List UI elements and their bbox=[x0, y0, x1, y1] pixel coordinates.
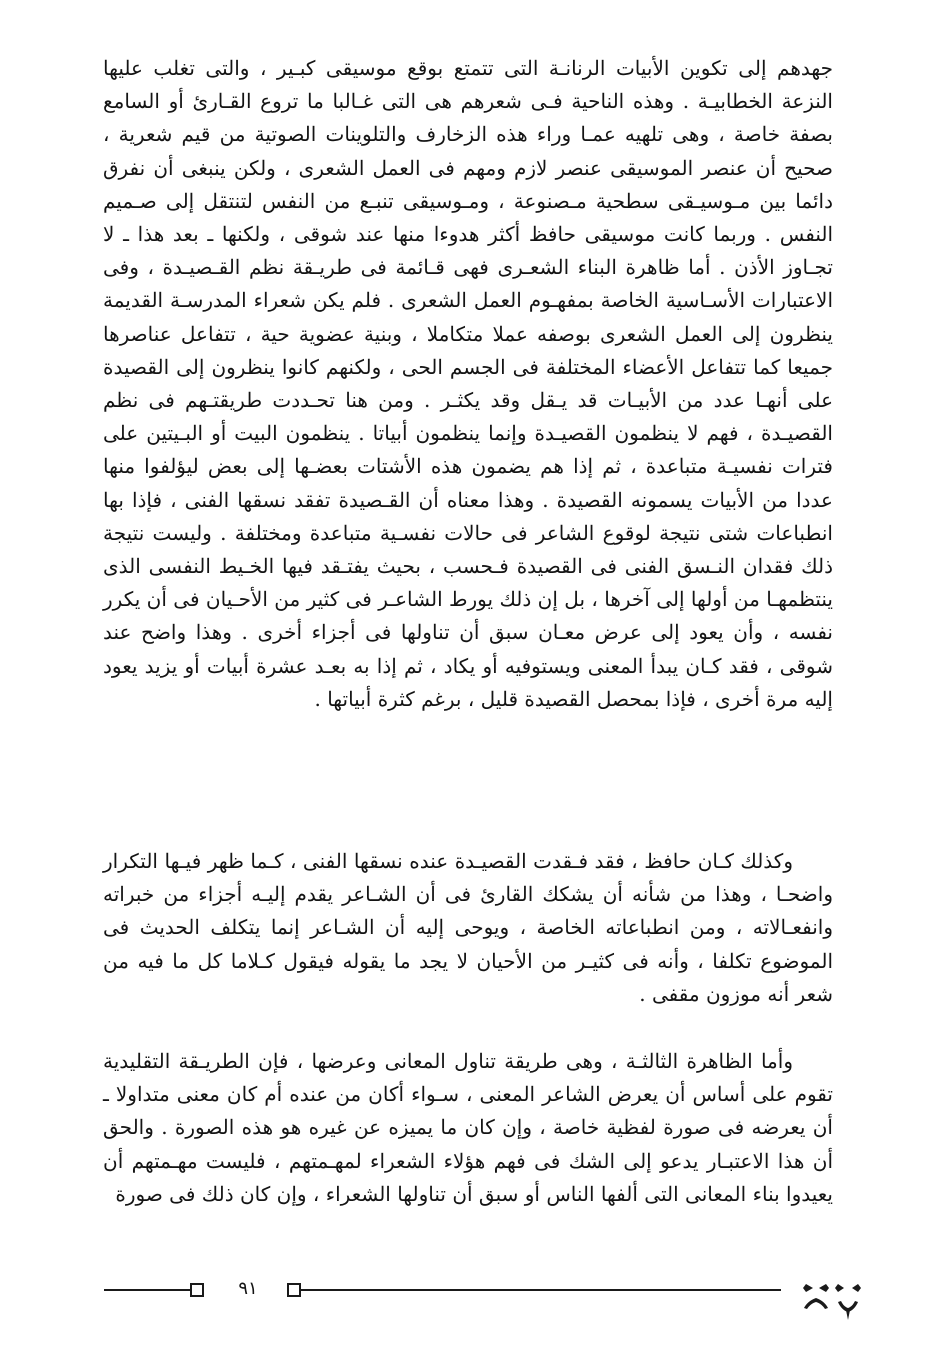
footer-rule-left bbox=[104, 1289, 190, 1291]
body-paragraph-1: جهدهم إلى تكوين الأبيات الرنانـة التى تتمتع بوقع موسيقى كبـير ، والتى تغلب عليها النزعة الخطابيـة . وهذه الناحية فـى شعرهم هى التى غـالبا ما تروع القـارئ أو السامع بصفة خاصة ، وهى تلهيه عمـا وراء هذه الزخارف والتلوينات الصوتية من قيم شعرية ، صحيح أن عنصر الموسيقى عنصر لازم ومهم فى العمل الشعرى ، ولكن ينبغى أن نفرق دائما بين مـوسيـقى سطحية مـصنوعة ، ومـوسيقى تنبـع من النفس لتنتقل إلى صـميم النفس . وربما كانت موسيقى حافظ أكثر هدوءا منها عند شوقى ، ولكنها ـ بعد هذا ـ لا تجـاوز الأذن . أما ظاهرة البناء الشعـرى فهى قـائمة فى طريـقة نظم القـصيـدة ، وفى الاعتبارات الأسـاسية الخاصة بمفهـوم العمل الشعرى . فلم يكن شعراء المدرسـة القديمة ينظرون إلى العمل الشعرى بوصفه عملا متكاملا ، وبنية عضوية حية ، تتفاعل عناصرها جميعا كما تتفاعل الأعضاء المختلفة فى الجسم الحى ، ولكنهم كانوا ينظرون إلى القصيدة على أنهـا عدد من الأبيـات قد يـقل وقد يكثـر . ومن هنا تحـددت طريقتـهم فى نظم القصيـدة ، فهم لا ينظمون القصيـدة وإنما ينظمون أبياتا . ينظمون البيت أو البـيتين على فترات نفسيـة متباعدة ، ثم إذا هم يضمون هذه الأشتات بعضـها إلى بعض ليؤلفوا منها عددا من الأبيات يسمونه القصيدة . وهذا معناه أن القـصيدة تفقد نسقها الفنى ، فإذا بها انطباعات شتى نتيجة لوقوع الشاعر فى حالات نفسـية متباعدة ومختلفة . وليست نتيجة ذلك فقدان النـسق الفنى فى القصيدة فـحسب ، بحيث يفتـقد فيها الخـيط النفسى الذى ينتظمهـا من أولها إلى آخرها ، بل إن ذلك يورط الشاعـر فى كثير من الأحـيان فى أن يكرر نفسه ، وأن يعود إلى عرض معـان سبق أن تناولها فى أجزاء أخرى . وهذا واضح عند شوقى ، فقد كـان يبدأ المعنى ويستوفيه أو يكاد ، ثم إذا به بعـد عشرة أبيات أو يزيد يعود إليه مرة أخرى ، فإذا بمحصل القصيدة قليل ، برغم كثرة أبياتها . bbox=[103, 56, 834, 711]
footer-square-right bbox=[287, 1283, 301, 1297]
page-number: ٩١ bbox=[238, 1278, 258, 1299]
decorative-ornament-icon bbox=[792, 1272, 872, 1324]
page-footer bbox=[0, 1270, 925, 1330]
body-paragraph-2: وكذلك كـان حافظ ، فقد فـقدت القصيـدة عنده نسقها الفنى ، كـما ظهر فيـها التكرار واضحـا ، وهذا من شأنه أن يشكك القارئ فى أن الشـاعر يقدم إليـه أجزاء من خبراته وانفعـالاته ، ومن انطباعاته الخاصة ، ويوحى إليه أن الشـاعر إنما يتكلف الحديث فى الموضوع تكلفا ، وأنه فى كثيـر من الأحيان لا يجد ما يقوله فيقول كـلاما كل ما فيه من شعر أنه موزون مقفى . bbox=[103, 849, 833, 1006]
body-paragraph-3: وأما الظاهرة الثالثـة ، وهى طريقة تناول المعانى وعرضها ، فإن الطريـقة التقليدية تقوم على أساس أن يعرض الشاعر المعنى ، سـواء أكان من عنده أم كان معنى متداولا ـ أن يعرضه فى صورة لفظية خاصة ، وإن كان ما يميزه عن غيره هو هذه الصورة . والحق أن هذا الاعتبـار يدعو إلى الشك فى فهم هؤلاء الشعراء لمهـمتهم ، فليست مهـمتهم أن يعيدوا بناء المعانى التى ألفها الناس أو سبق أن تناولها الشعراء ، وإن كان ذلك فى صورة bbox=[103, 1049, 833, 1206]
footer-rule-right bbox=[301, 1289, 781, 1291]
footer-square-left bbox=[190, 1283, 204, 1297]
